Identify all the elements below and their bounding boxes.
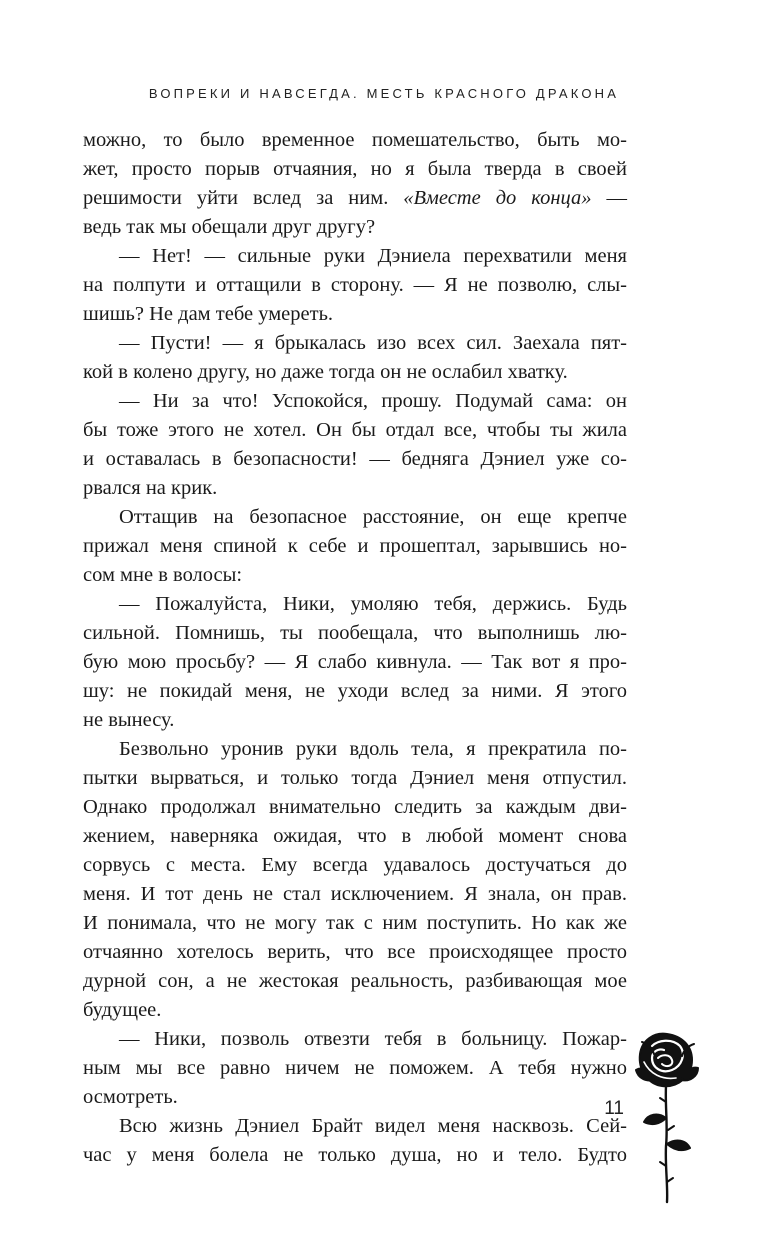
text-segment: рвался на крик. bbox=[83, 477, 218, 499]
text-line bbox=[83, 300, 627, 329]
text-segment: сом мне в волосы: bbox=[83, 564, 243, 586]
text-line bbox=[83, 735, 627, 764]
text-line bbox=[83, 1054, 627, 1083]
text-segment: бы тоже этого не хотел. Он бы отдал все, чтобы ты жила bbox=[83, 419, 627, 441]
running-title: ВОПРЕКИ И НАВСЕГДА. МЕСТЬ КРАСНОГО ДРАКОНА bbox=[148, 86, 620, 101]
text-segment: ным мы все равно ничем не поможем. А тебя нужно bbox=[83, 1057, 627, 1079]
text-segment: отчаянно хотелось верить, что все происходящее просто bbox=[83, 941, 627, 963]
page-body-text bbox=[83, 126, 627, 1170]
text-segment: дурной сон, а не жестокая реальность, разбивающая мое bbox=[83, 970, 627, 992]
italic-quote: «Вместе до конца» bbox=[403, 187, 592, 209]
rose-icon bbox=[632, 1026, 702, 1206]
text-line bbox=[83, 242, 627, 271]
text-segment: прижал меня спиной к себе и прошептал, зарывшись но- bbox=[83, 535, 627, 557]
text-line bbox=[83, 155, 627, 184]
text-segment: Всю жизнь Дэниел Брайт видел меня насквозь. Сей- bbox=[119, 1115, 627, 1137]
text-segment: сорвусь с места. Ему всегда удавалось достучаться до bbox=[83, 854, 627, 876]
text-segment: решимости уйти вслед за ним. bbox=[83, 187, 404, 209]
text-segment: — Нет! — сильные руки Дэниела перехватили меня bbox=[119, 245, 627, 267]
text-segment: шу: не покидай меня, не уходи вслед за ними. Я этого bbox=[83, 680, 627, 702]
text-line bbox=[83, 445, 627, 474]
text-segment: — Ники, позволь отвезти тебя в больницу. Пожар- bbox=[119, 1028, 627, 1050]
text-segment: жет, просто порыв отчаяния, но я была тверда в своей bbox=[83, 158, 627, 180]
text-line bbox=[83, 764, 627, 793]
text-line bbox=[83, 880, 627, 909]
text-line bbox=[83, 793, 627, 822]
text-line bbox=[83, 532, 627, 561]
text-line bbox=[83, 967, 627, 996]
text-segment: сильной. Помнишь, ты пообещала, что выполнишь лю- bbox=[83, 622, 627, 644]
text-segment: кой в колено другу, но даже тогда он не ослабил хватку. bbox=[83, 361, 568, 383]
text-segment: — Пожалуйста, Ники, умоляю тебя, держись. Будь bbox=[119, 593, 627, 615]
text-line bbox=[83, 1083, 627, 1112]
text-segment: И понимала, что не могу так с ним поступить. Но как же bbox=[83, 912, 627, 934]
text-line bbox=[83, 822, 627, 851]
text-line bbox=[83, 1025, 627, 1054]
page-number: 11 bbox=[604, 1098, 624, 1119]
text-line bbox=[83, 648, 627, 677]
text-line bbox=[83, 271, 627, 300]
text-segment: жением, наверняка ожидая, что в любой момент снова bbox=[83, 825, 627, 847]
text-line bbox=[83, 387, 627, 416]
text-line bbox=[83, 329, 627, 358]
text-line bbox=[83, 909, 627, 938]
text-line bbox=[83, 184, 627, 213]
text-line bbox=[83, 126, 627, 155]
text-segment: Оттащив на безопасное расстояние, он еще крепче bbox=[119, 506, 627, 528]
text-segment: бую мою просьбу? — Я слабо кивнула. — Так вот я про- bbox=[83, 651, 627, 673]
text-segment: можно, то было временное помешательство, быть мо- bbox=[83, 129, 627, 151]
text-line bbox=[83, 706, 627, 735]
text-segment: Однако продолжал внимательно следить за каждым дви- bbox=[83, 796, 627, 818]
text-line bbox=[83, 590, 627, 619]
text-line bbox=[83, 358, 627, 387]
text-segment: — Пусти! — я брыкалась изо всех сил. Заехала пят- bbox=[119, 332, 627, 354]
text-line bbox=[83, 851, 627, 880]
text-segment: ведь так мы обещали друг другу? bbox=[83, 216, 376, 238]
text-segment: будущее. bbox=[83, 999, 162, 1021]
text-line bbox=[83, 677, 627, 706]
text-line bbox=[83, 1141, 627, 1170]
text-segment: Безвольно уронив руки вдоль тела, я прекратила по- bbox=[119, 738, 627, 760]
text-line bbox=[83, 996, 627, 1025]
text-segment: час у меня болела не только душа, но и тело. Будто bbox=[83, 1144, 627, 1166]
text-line bbox=[83, 213, 627, 242]
text-line bbox=[83, 619, 627, 648]
text-line bbox=[83, 474, 627, 503]
text-line bbox=[83, 503, 627, 532]
text-segment: осмотреть. bbox=[83, 1086, 178, 1108]
text-segment: и оставалась в безопасности! — бедняга Дэниел уже со- bbox=[83, 448, 627, 470]
text-segment: — bbox=[591, 187, 628, 209]
text-segment: — Ни за что! Успокойся, прошу. Подумай сама: он bbox=[119, 390, 627, 412]
text-line bbox=[83, 416, 627, 445]
text-line bbox=[83, 1112, 627, 1141]
text-segment: не вынесу. bbox=[83, 709, 175, 731]
text-segment: шишь? Не дам тебе умереть. bbox=[83, 303, 334, 325]
text-line bbox=[83, 938, 627, 967]
text-line bbox=[83, 561, 627, 590]
text-segment: на полпути и оттащили в сторону. — Я не позволю, слы- bbox=[83, 274, 627, 296]
text-segment: пытки вырваться, и только тогда Дэниел меня отпустил. bbox=[83, 767, 627, 789]
text-segment: меня. И тот день не стал исключением. Я знала, он прав. bbox=[83, 883, 627, 905]
